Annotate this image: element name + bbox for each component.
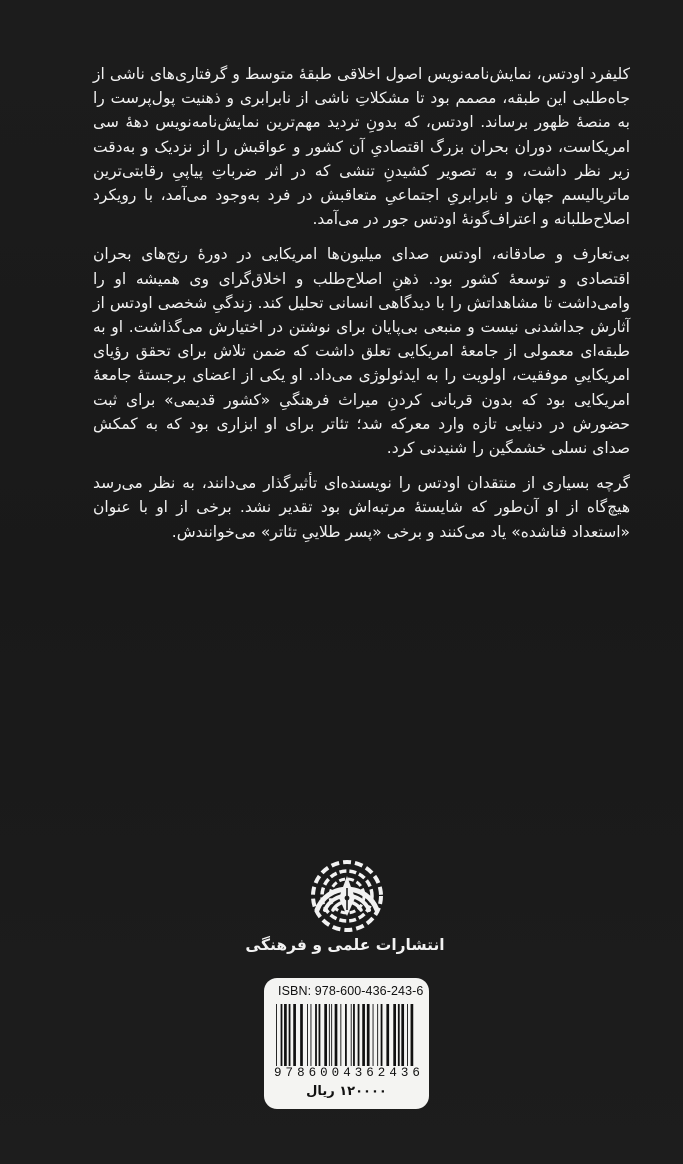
barcode-bar (289, 1004, 291, 1066)
barcode-bar (331, 1004, 332, 1066)
price: ۱۲۰۰۰۰ ریال (306, 1084, 387, 1099)
barcode-bar (319, 1004, 321, 1066)
barcode-bar (358, 1004, 360, 1066)
barcode-bar (393, 1004, 396, 1066)
barcode-bar (373, 1004, 374, 1066)
publisher-name: انتشارات علمی و فرهنگی (245, 936, 445, 954)
isbn-price-label (264, 978, 429, 1109)
barcode-digit: 3 (400, 1066, 409, 1080)
publisher-logo-icon (309, 858, 385, 934)
blurb-paragraph-3: گرچه بسیاری از منتقدان اودتس را نویسنده‌ای تأثیرگذار می‌دانند، به نظر می‌رسد هیچ‌گاه از او آن‌طور که شایستهٔ مرتبه‌اش بود تقدیر نشد. برخی از او با عنوان «استعداد فناشده» یاد می‌کنند و برخی «پسر طلاییِ تئاتر» می‌خوانندش. (93, 474, 630, 541)
barcode-digit: 6 (308, 1066, 317, 1080)
barcode-digit: 0 (331, 1066, 340, 1080)
barcode-bar (367, 1004, 370, 1066)
barcode-bar (293, 1004, 296, 1066)
barcode-bar (386, 1004, 389, 1066)
blurb-paragraph-2: بی‌تعارف و صادقانه، اودتس صدای میلیون‌ها امریکایی در دورهٔ رنج‌های بحران اقتصادی و توسعهٔ کشور بود. ذهنِ اصلاح‌طلب و اخلاق‌گرای وی همیشه او را وامی‌داشت تا مشاهداتش را با دیدگاهی انسانی تحلیل کند. زندگیِ شخصی اودتس از آثارش جداشدنی نیست و منبعی بی‌پایان برای نوشتن در اختیارش می‌گذاشت. او به طبقه‌ای معمولی از جامعهٔ امریکایی تعلق داشت که ضمن تلاش برای تحقق رؤیای امریکاییِ موفقیت، اولویت را به ایدئولوژی می‌داد. او یکی از اعضای برجستهٔ جامعهٔ امریکایی بود که بدون قربانی کردنِ میراث فرهنگیِ «کشور قدیمی» برای ثبت حضورش در دنیایی تازه وارد معرکه شد؛ تئاتر برای او ابزاری بود که به کمکش صدای نسلی خشمگین را شنیدنی کرد. (93, 245, 630, 458)
barcode-bar (340, 1004, 341, 1066)
barcode-bar (381, 1004, 383, 1066)
barcode-bar (377, 1004, 378, 1066)
barcode-bar (351, 1004, 352, 1066)
barcode-bar (335, 1004, 338, 1066)
barcode-bar (284, 1004, 287, 1066)
barcode-bar (307, 1004, 308, 1066)
barcode-digit: 2 (377, 1066, 386, 1080)
barcode-digit: 8 (297, 1066, 305, 1080)
barcode-bar (281, 1004, 283, 1066)
barcode-bar (362, 1004, 365, 1066)
barcode-digit: 9 (274, 1066, 282, 1080)
barcode-bar (401, 1004, 404, 1066)
barcode-bar (345, 1004, 347, 1066)
barcode-bar (300, 1004, 303, 1066)
barcode-bar (353, 1004, 355, 1066)
barcode-digit: 6 (412, 1066, 420, 1080)
barcode-digit: 6 (366, 1066, 374, 1080)
barcode-digit: 0 (320, 1066, 328, 1080)
blurb-paragraph-1: کلیفرد اودتس، نمایش‌نامه‌نویس اصول اخلاقی طبقهٔ متوسط و گرفتاری‌های ناشی از جاه‌طلبی این طبقه، مصمم بود تا مشکلاتِ ناشی از نابرابری و ذهنیت پول‌پرست را به منصهٔ ظهور برساند. اودتس، که بدونِ تردید مهم‌ترین نمایش‌نامه‌نویس دههٔ سی امریکاست، دوران بحران بزرگ اقتصادیِ آن کشور و عواقبش را از نزدیک و به‌دقت زیر نظر داشت، و به تصویر کشیدنِ تنشی که در اثر ضرباتِ پیاپیِ رقابتی‌ترین ماتریالیسم جهان و نابرابریِ اجتماعیِ متعاقبش در فرد به‌وجود می‌آمد، با رویکرد اصلاح‌طلبانه و اعتراف‌گونهٔ اودتس جور در می‌آمد. (93, 65, 630, 229)
isbn-number: ISBN: 978-600-436-243-6 (278, 984, 424, 998)
barcode-bar (311, 1004, 312, 1066)
barcode-digit: 4 (389, 1066, 397, 1080)
barcode-digit: 4 (343, 1066, 351, 1080)
barcode-bar (407, 1004, 408, 1066)
barcode-digits (274, 1066, 420, 1080)
barcode-bar (276, 1004, 277, 1066)
barcode-bar (411, 1004, 414, 1066)
barcode-bar (329, 1004, 330, 1066)
barcode-bar (324, 1004, 327, 1066)
barcode-digit: 3 (354, 1066, 363, 1080)
barcode-digit: 7 (285, 1066, 294, 1080)
barcode-bar (315, 1004, 317, 1066)
barcode-bar (398, 1004, 400, 1066)
blurb-text (93, 62, 630, 555)
barcode (274, 1004, 420, 1066)
